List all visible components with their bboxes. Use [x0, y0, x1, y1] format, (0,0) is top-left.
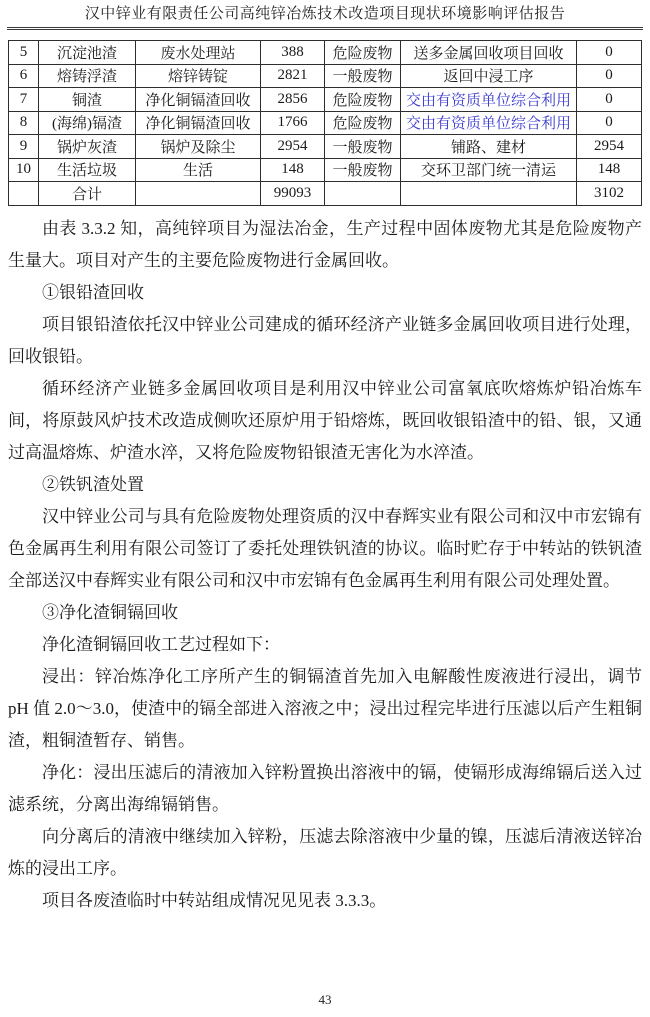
page-number: 43: [318, 992, 332, 1007]
cell-waste-source: 净化铜镉渣回收: [136, 88, 261, 112]
cell-waste-name: 合计: [39, 182, 136, 206]
cell-waste-source: 熔锌铸锭: [136, 64, 261, 88]
cell-quantity: 148: [261, 158, 325, 182]
cell-disposal-method: 交由有资质单位综合利用: [401, 111, 577, 135]
table-row: [9, 135, 642, 159]
cell-final-amount: 0: [577, 41, 642, 65]
cell-final-amount: 0: [577, 64, 642, 88]
cell-waste-name: 铜渣: [39, 88, 136, 112]
cell-waste-name: (海绵)镉渣: [39, 111, 136, 135]
cell-row-number: 10: [9, 158, 39, 182]
paragraph: ②铁钒渣处置: [42, 474, 144, 494]
cell-quantity: 1766: [261, 111, 325, 135]
paragraph: 循环经济产业链多金属回收项目是利用汉中锌业公司富氧底吹熔炼炉铅冶炼车间，将原鼓风炉技术改造成侧吹还原炉用于铅熔炼，既回收银铅渣中的铅、银，又通过高温熔炼、炉渣水淬，又将危险废物铅银渣无害化为水淬渣。: [8, 378, 642, 462]
paragraph: 浸出：锌冶炼净化工序所产生的铜镉渣首先加入电解酸性废液进行浸出，调节 pH 值 2.0～3.0，使渣中的镉全部进入溶液之中；浸出过程完毕进行压滤以后产生粗铜渣，粗铜渣暂存、销售。: [8, 666, 642, 750]
cell-waste-category: 一般废物: [325, 64, 401, 88]
cell-final-amount: 148: [577, 158, 642, 182]
cell-waste-source: [136, 182, 261, 206]
cell-waste-source: 废水处理站: [136, 41, 261, 65]
cell-final-amount: 0: [577, 111, 642, 135]
paragraph: 项目银铅渣依托汉中锌业公司建成的循环经济产业链多金属回收项目进行处理，回收银铅。: [8, 314, 642, 366]
paragraph: 汉中锌业公司与具有危险废物处理资质的汉中春辉实业有限公司和汉中市宏锦有色金属再生利用有限公司签订了委托处理铁钒渣的协议。临时贮存于中转站的铁钒渣全部送汉中春辉实业有限公司和汉中市宏锦有色金属再生利用有限公司处理处置。: [8, 506, 642, 590]
paragraph: 向分离后的清液中继续加入锌粉，压滤去除溶液中少量的镍，压滤后清液送锌冶炼的浸出工序。: [8, 826, 642, 878]
cell-row-number: 7: [9, 88, 39, 112]
cell-waste-category: 危险废物: [325, 41, 401, 65]
cell-row-number: 8: [9, 111, 39, 135]
page-header: [7, 0, 643, 30]
paragraph: 由表 3.3.2 知，高纯锌项目为湿法冶金，生产过程中固体废物尤其是危险废物产生量大。项目对产生的主要危险废物进行金属回收。: [8, 218, 642, 270]
solid-waste-table: [8, 40, 642, 206]
cell-disposal-method: 送多金属回收项目回收: [401, 41, 577, 65]
cell-quantity: 99093: [261, 182, 325, 206]
paragraph: 项目各废渣临时中转站组成情况见见表 3.3.3。: [42, 890, 387, 910]
cell-quantity: 2954: [261, 135, 325, 159]
cell-waste-name: 沉淀池渣: [39, 41, 136, 65]
cell-waste-category: 一般废物: [325, 158, 401, 182]
cell-final-amount: 0: [577, 88, 642, 112]
cell-waste-category: 一般废物: [325, 135, 401, 159]
cell-waste-source: 生活: [136, 158, 261, 182]
paragraph: 净化：浸出压滤后的清液加入锌粉置换出溶液中的镉，使镉形成海绵镉后送入过滤系统，分离出海绵镉销售。: [8, 762, 642, 814]
cell-disposal-method: 交环卫部门统一清运: [401, 158, 577, 182]
cell-disposal-method: [401, 182, 577, 206]
cell-waste-source: 锅炉及除尘: [136, 135, 261, 159]
cell-row-number: 6: [9, 64, 39, 88]
cell-waste-source: 净化铜镉渣回收: [136, 111, 261, 135]
cell-row-number: 9: [9, 135, 39, 159]
cell-final-amount: 3102: [577, 182, 642, 206]
table-row: [9, 111, 642, 135]
cell-disposal-method: 返回中浸工序: [401, 64, 577, 88]
table-row: [9, 64, 642, 88]
cell-final-amount: 2954: [577, 135, 642, 159]
cell-row-number: [9, 182, 39, 206]
cell-waste-name: 熔铸浮渣: [39, 64, 136, 88]
body-text: [8, 213, 642, 917]
table-row: [9, 41, 642, 65]
report-title: 汉中锌业有限责任公司高纯锌冶炼技术改造项目现状环境影响评估报告: [84, 6, 566, 22]
page-footer: [0, 991, 650, 1009]
table-row: [9, 88, 642, 112]
paragraph: ①银铅渣回收: [42, 282, 144, 302]
cell-waste-name: 生活垃圾: [39, 158, 136, 182]
paragraph: ③净化渣铜镉回收: [42, 602, 178, 622]
waste-table-body: [9, 41, 642, 206]
cell-waste-category: 危险废物: [325, 88, 401, 112]
cell-disposal-method: 铺路、建材: [401, 135, 577, 159]
cell-disposal-method: 交由有资质单位综合利用: [401, 88, 577, 112]
cell-waste-name: 锅炉灰渣: [39, 135, 136, 159]
table-row: [9, 182, 642, 206]
paragraph: 净化渣铜镉回收工艺过程如下：: [42, 634, 280, 654]
cell-waste-category: 危险废物: [325, 111, 401, 135]
cell-waste-category: [325, 182, 401, 206]
cell-quantity: 2856: [261, 88, 325, 112]
cell-row-number: 5: [9, 41, 39, 65]
cell-quantity: 2821: [261, 64, 325, 88]
cell-quantity: 388: [261, 41, 325, 65]
table-row: [9, 158, 642, 182]
